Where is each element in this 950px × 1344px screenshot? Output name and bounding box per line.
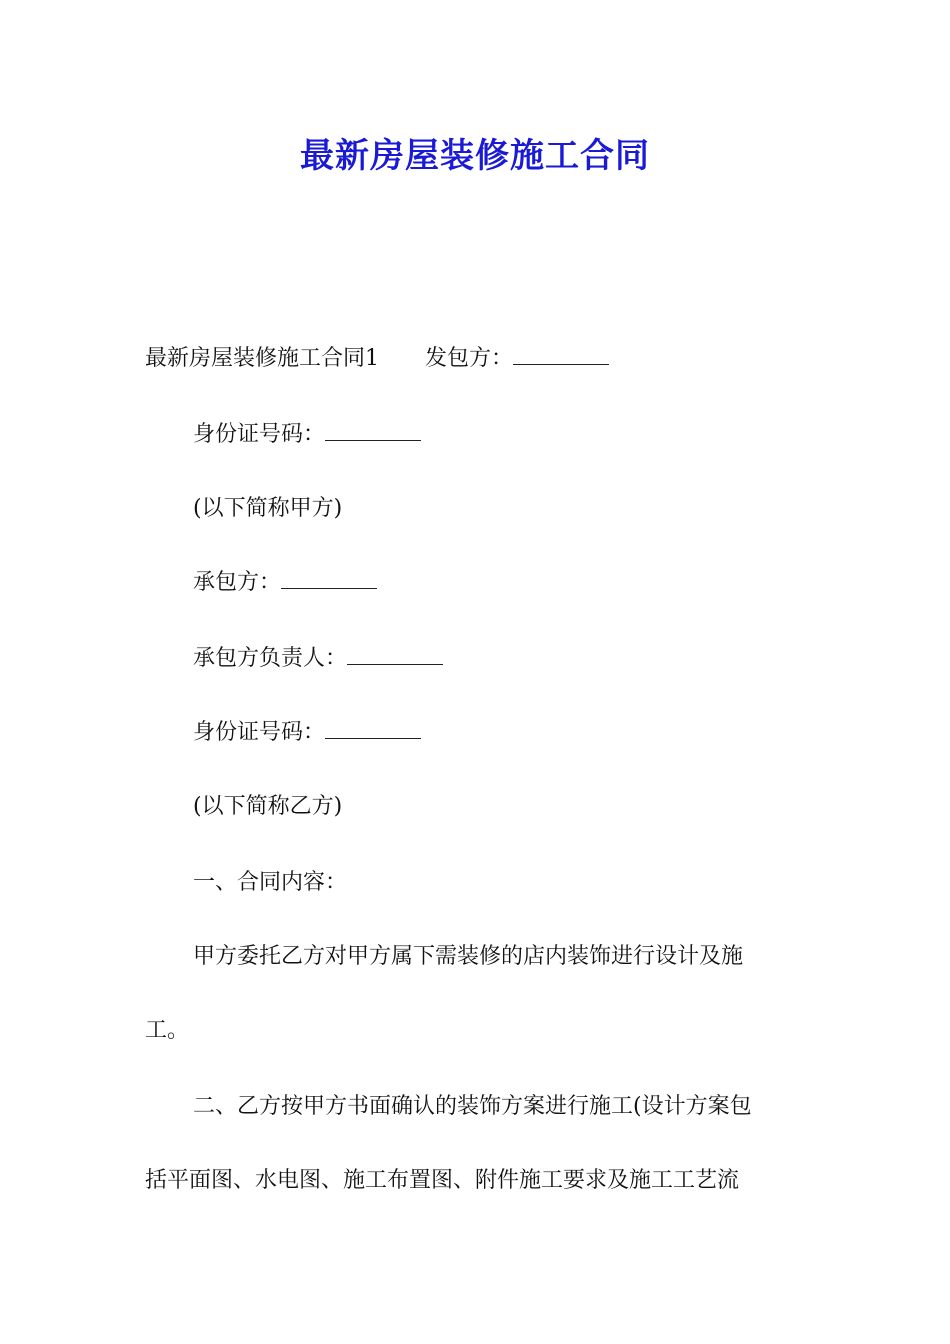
paragraph-line: 工。 (145, 1018, 190, 1043)
contractor-id-label: 身份证号码： (193, 720, 326, 745)
contractor-id-line (193, 718, 858, 748)
contractor-manager-blank (347, 646, 443, 665)
section-1-heading: 一、合同内容： (193, 870, 348, 895)
employer-id-label: 身份证号码： (193, 422, 326, 447)
employer-id-blank (325, 422, 421, 441)
contract-heading-line (145, 344, 810, 374)
contract-number-label: 最新房屋装修施工合同1 (145, 346, 379, 371)
contractor-line (193, 568, 858, 598)
paragraph-line: 甲方委托乙方对甲方属下需装修的店内装饰进行设计及施 (193, 944, 744, 969)
contractor-label: 承包方： (193, 570, 282, 595)
party-a-note: (以下简称甲方) (193, 496, 343, 521)
document-title: 最新房屋装修施工合同 (300, 136, 650, 176)
paragraph-line: 二、乙方按甲方书面确认的装饰方案进行施工(设计方案包 (193, 1094, 752, 1119)
party-b-note: (以下简称乙方) (193, 794, 343, 819)
paragraph-line: 括平面图、水电图、施工布置图、附件施工要求及施工工艺流 (145, 1168, 740, 1193)
employer-label: 发包方： (425, 346, 514, 371)
contractor-manager-label: 承包方负责人： (193, 646, 348, 671)
contractor-id-blank (325, 720, 421, 739)
employer-blank (513, 346, 609, 365)
contractor-manager-line (193, 644, 858, 674)
contractor-blank (281, 570, 377, 589)
employer-id-line (193, 420, 858, 450)
